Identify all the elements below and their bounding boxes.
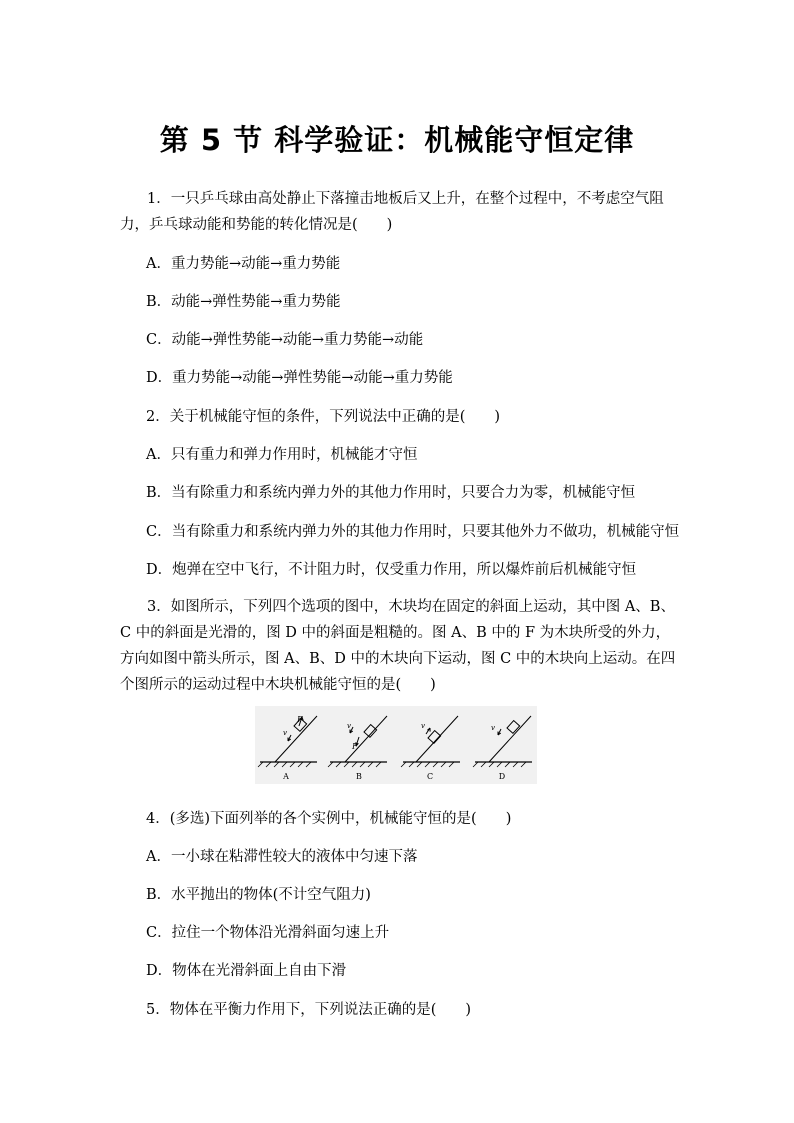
panel-c — [401, 716, 460, 767]
question-4-option-d: D．物体在光滑斜面上自由下滑 — [146, 963, 347, 979]
question-2-stem: 2．关于机械能守恒的条件，下列说法中正确的是( ) — [146, 409, 501, 425]
force-label-b: F — [352, 742, 358, 751]
velocity-label-a: v — [283, 729, 287, 737]
panel-label-d: D — [498, 772, 506, 781]
force-label-a: F — [297, 715, 303, 724]
question-2-option-a: A．只有重力和弹力作用时，机械能才守恒 — [146, 447, 418, 463]
question-3-stem — [120, 594, 676, 698]
velocity-label-b: v — [347, 722, 351, 730]
question-4-option-b: B．水平抛出的物体(不计空气阻力) — [146, 887, 371, 903]
question-1-option-a: A．重力势能→动能→重力势能 — [146, 256, 341, 272]
question-1-option-c: C．动能→弹性势能→动能→重力势能→动能 — [146, 332, 424, 348]
panel-label-b: B — [356, 772, 362, 781]
question-2-option-d: D．炮弹在空中飞行，不计阻力时，仅受重力作用，所以爆炸前后机械能守恒 — [146, 562, 637, 578]
question-4-option-a: A．一小球在粘滞性较大的液体中匀速下落 — [146, 849, 418, 865]
question-1-text: 1．一只乒乓球由高处静止下落撞击地板后又上升，在整个过程中，不考虑空气阻力，乒乓球动能和势能的转化情况是( ) — [120, 191, 664, 233]
question-2-option-b: B．当有除重力和系统内弹力外的其他力作用时，只要合力为零，机械能守恒 — [146, 485, 636, 501]
velocity-label-d: v — [491, 724, 495, 732]
question-1-option-d: D．重力势能→动能→弹性势能→动能→重力势能 — [146, 370, 453, 386]
incline-diagrams — [255, 706, 537, 784]
page-title: 第 5 节 科学验证：机械能守恒定律 — [159, 123, 635, 157]
panel-d — [473, 716, 532, 767]
incline-figure — [255, 706, 537, 784]
question-1-stem — [120, 186, 676, 238]
question-5-stem: 5．物体在平衡力作用下，下列说法正确的是( ) — [146, 1002, 472, 1018]
question-3-text: 3．如图所示，下列四个选项的图中，木块均在固定的斜面上运动，其中图 A、B、C 中的斜面是光滑的，图 D 中的斜面是粗糙的。图 A、B 中的 F 为木块所受的外力，方向如图中箭头所示，图 A、B、D 中的木块向下运动，图 C 中的木块向上运动。在四个图所示的运动过程中木块机械能守恒的是( ) — [120, 599, 676, 693]
panel-label-c: C — [426, 772, 434, 781]
question-1-option-b: B．动能→弹性势能→重力势能 — [146, 294, 341, 310]
panel-label-a: A — [283, 772, 289, 781]
question-2-option-c: C．当有除重力和系统内弹力外的其他力作用时，只要其他外力不做功，机械能守恒 — [146, 524, 680, 540]
question-4-option-c: C．拉住一个物体沿光滑斜面匀速上升 — [146, 925, 390, 941]
velocity-label-c: v — [421, 722, 425, 730]
question-4-stem: 4．(多选)下面列举的各个实例中，机械能守恒的是( ) — [146, 811, 512, 827]
panel-a — [258, 716, 317, 767]
